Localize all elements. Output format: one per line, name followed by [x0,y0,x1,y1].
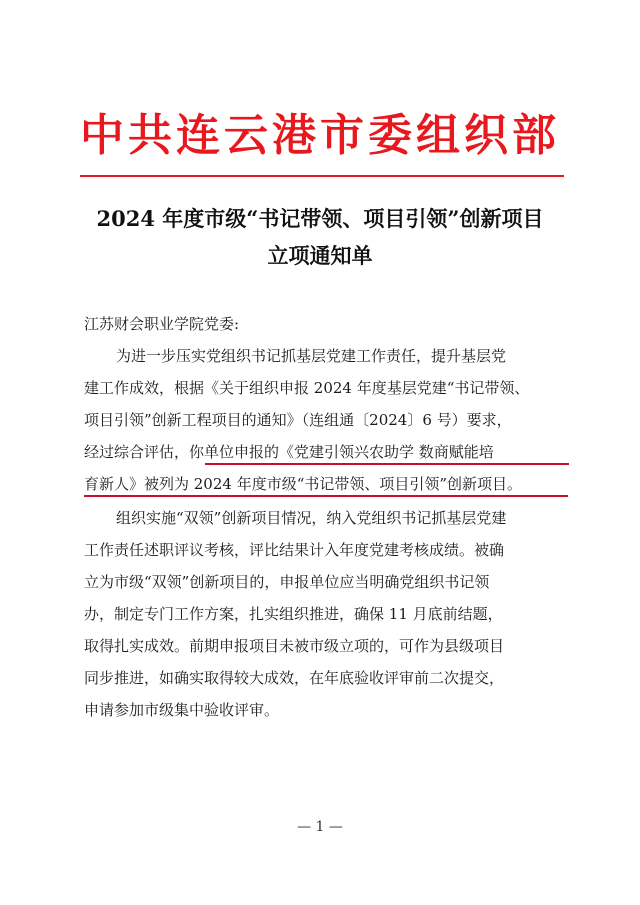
document-title-line-2: 立项通知单 [267,243,373,268]
paragraph-2-line-6: 同步推进，如确实取得较大成效，在年底验收评审前二次提交， [84,669,505,687]
recipient-line: 江苏财会职业学院党委: [84,315,240,333]
document-title-line-1: 2024 年度市级“书记带领、项目引领”创新项目 [96,206,544,231]
paragraph-2-line-3: 立为市级“双领”创新项目的，申报单位应当明确党组织书记领 [84,573,490,591]
issuing-organization-header: 中共连云港市委组织部 [80,110,560,161]
header-divider [80,175,564,177]
highlight-underline-2 [84,495,568,497]
paragraph-1-line-4: 经过综合评估，你单位申报的《党建引领兴农助学 数商赋能培 [84,443,494,461]
paragraph-1-line-3: 项目引领”创新工程项目的通知》（连组通〔2024〕6 号）要求， [84,411,512,429]
paragraph-2-line-1: 组织实施“双领”创新项目情况，纳入党组织书记抓基层党建 [116,509,507,527]
paragraph-1-line-2: 建工作成效，根据《关于组织申报 2024 年度基层党建“书记带领、 [84,379,530,397]
paragraph-2-line-2: 工作责任述职评议考核，评比结果计入年度党建考核成绩。被确 [84,541,505,559]
paragraph-2-line-4: 办，制定专门工作方案，扎实组织推进，确保 11 月底前结题， [84,605,503,623]
paragraph-1-line-1: 为进一步压实党组织书记抓基层党建工作责任，提升基层党 [116,347,507,365]
paragraph-2-line-7: 申请参加市级集中验收评审。 [84,701,280,719]
page-number: — 1 — [297,819,343,835]
highlight-underline-1 [205,463,569,465]
paragraph-2-line-5: 取得扎实成效。前期申报项目未被市级立项的，可作为县级项目 [84,637,505,655]
paragraph-1-line-5: 育新人》被列为 2024 年度市级“书记带领、项目引领”创新项目。 [84,475,523,493]
